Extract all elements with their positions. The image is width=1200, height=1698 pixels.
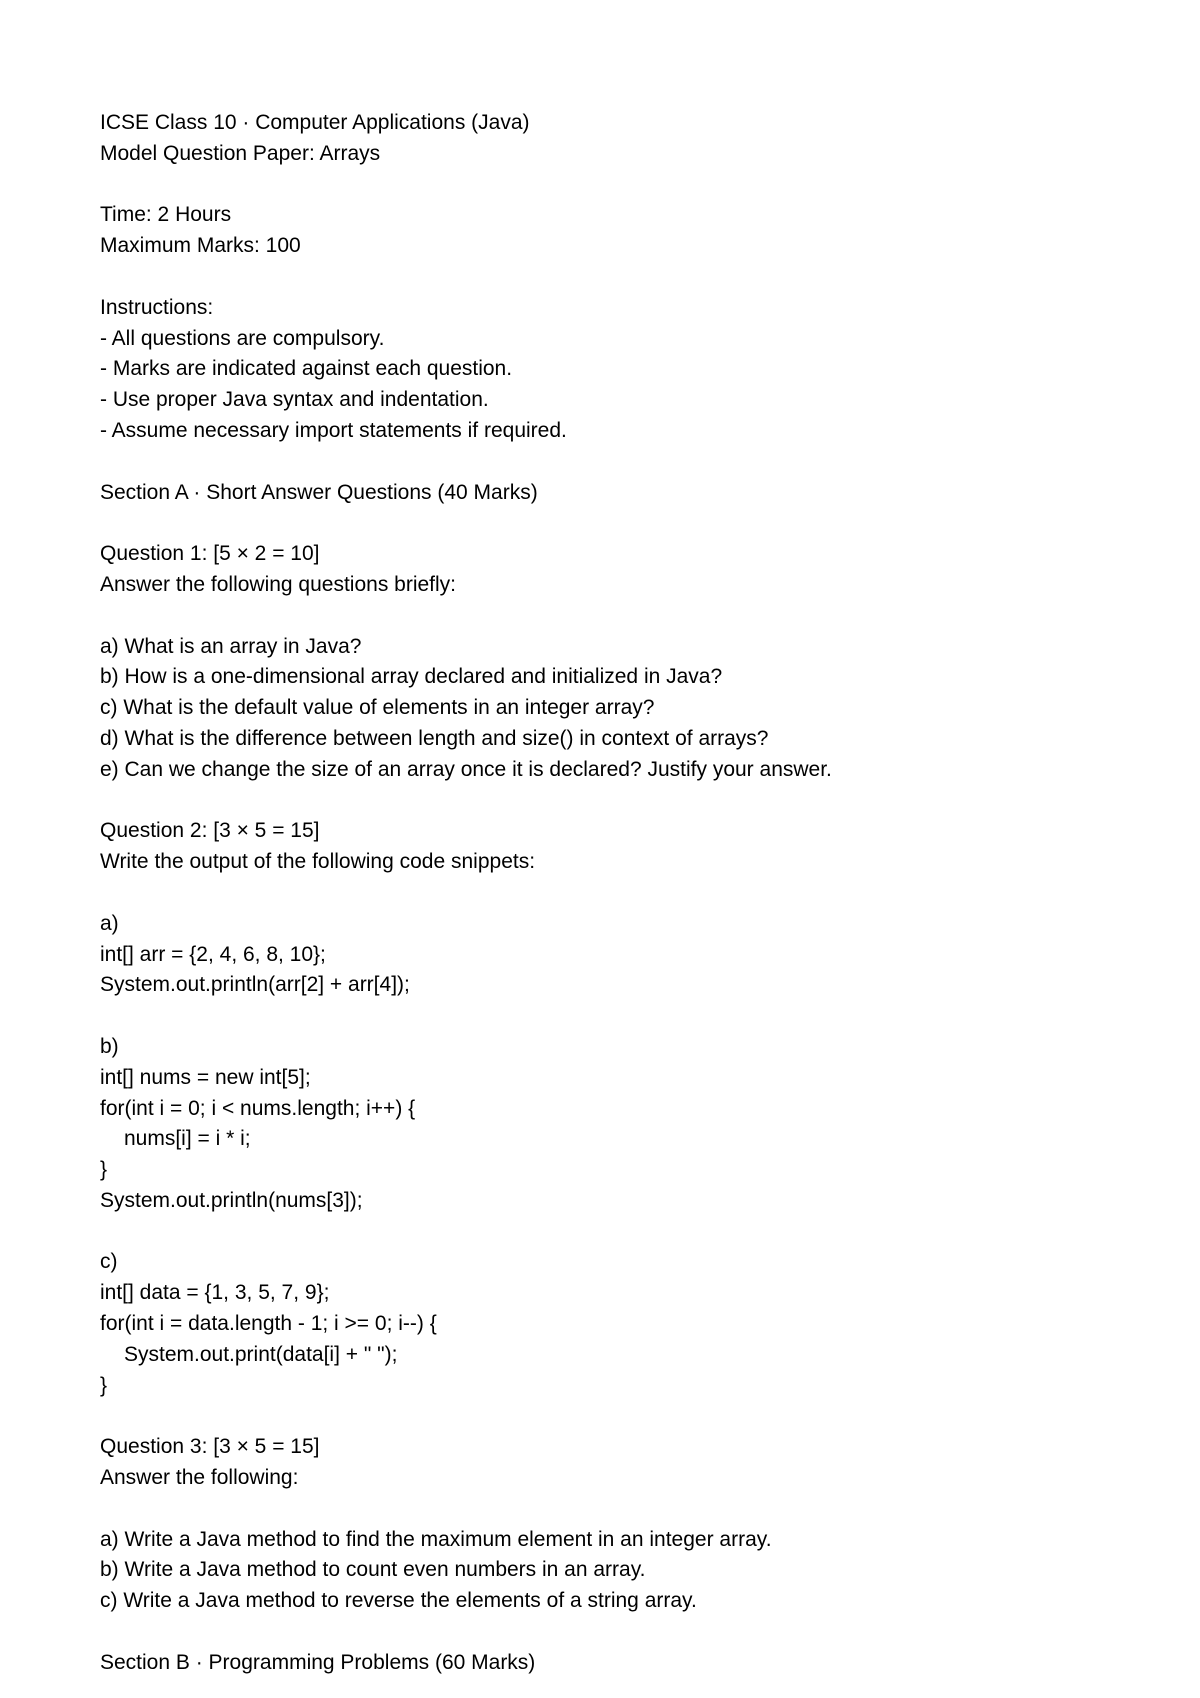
instructions-heading: Instructions: <box>100 295 214 319</box>
question-3 <box>100 1432 1140 1617</box>
section-b-heading: Section B · Programming Problems (60 Marks) <box>100 1650 536 1674</box>
spacer <box>100 508 1140 539</box>
instruction-item: - Assume necessary import statements if required. <box>100 418 567 442</box>
paper-subtitle: Model Question Paper: Arrays <box>100 141 381 165</box>
max-marks-info: Maximum Marks: 100 <box>100 234 301 258</box>
question-3-item: c) Write a Java method to reverse the elements of a string array. <box>100 1589 697 1613</box>
code-line: } <box>100 1158 108 1182</box>
code-line: for(int i = data.length - 1; i >= 0; i--) { <box>100 1312 437 1336</box>
question-paper-page <box>100 108 1140 1679</box>
code-line: } <box>100 1373 108 1397</box>
question-2 <box>100 816 1140 1401</box>
question-1-title: Question 1: [5 × 2 = 10] <box>100 542 320 566</box>
question-1 <box>100 539 1140 785</box>
question-1-item: b) How is a one-dimensional array declared and initialized in Java? <box>100 665 723 689</box>
code-line: System.out.println(arr[2] + arr[4]); <box>100 973 410 997</box>
time-info: Time: 2 Hours <box>100 203 232 227</box>
question-1-item: e) Can we change the size of an array once it is declared? Justify your answer. <box>100 757 832 781</box>
spacer <box>100 878 1140 909</box>
section-a-heading: Section A · Short Answer Questions (40 Marks) <box>100 480 538 504</box>
spacer <box>100 447 1140 478</box>
code-line: for(int i = 0; i < nums.length; i++) { <box>100 1096 416 1120</box>
snippet-c-label: c) <box>100 1250 118 1274</box>
question-1-prompt: Answer the following questions briefly: <box>100 572 457 596</box>
code-line: int[] data = {1, 3, 5, 7, 9}; <box>100 1281 330 1305</box>
instruction-item: - Use proper Java syntax and indentation. <box>100 388 489 412</box>
instruction-item: - Marks are indicated against each question. <box>100 357 513 381</box>
spacer <box>100 262 1140 293</box>
question-2-prompt: Write the output of the following code snippets: <box>100 850 536 874</box>
question-2-title: Question 2: [3 × 5 = 15] <box>100 819 320 843</box>
question-1-item: d) What is the difference between length and size() in context of arrays? <box>100 726 769 750</box>
spacer <box>100 786 1140 817</box>
instructions-block <box>100 293 1140 447</box>
instruction-item: - All questions are compulsory. <box>100 326 385 350</box>
snippet-a-label: a) <box>100 911 119 935</box>
code-line: nums[i] = i * i; <box>124 1127 251 1151</box>
code-line: System.out.print(data[i] + " "); <box>124 1342 398 1366</box>
snippet-b-label: b) <box>100 1034 119 1058</box>
spacer <box>100 1401 1140 1432</box>
question-3-item: b) Write a Java method to count even numbers in an array. <box>100 1558 646 1582</box>
spacer <box>100 1217 1140 1248</box>
code-line: int[] arr = {2, 4, 6, 8, 10}; <box>100 942 326 966</box>
spacer <box>100 1001 1140 1032</box>
code-line: System.out.println(nums[3]); <box>100 1188 363 1212</box>
question-1-item: a) What is an array in Java? <box>100 634 362 658</box>
spacer <box>100 601 1140 632</box>
question-3-item: a) Write a Java method to find the maximum element in an integer array. <box>100 1527 772 1551</box>
code-line: int[] nums = new int[5]; <box>100 1065 311 1089</box>
spacer <box>100 1494 1140 1525</box>
paper-title: ICSE Class 10 · Computer Applications (Java) <box>100 111 530 134</box>
question-3-title: Question 3: [3 × 5 = 15] <box>100 1435 320 1459</box>
spacer <box>100 1617 1140 1648</box>
question-3-prompt: Answer the following: <box>100 1466 299 1490</box>
question-1-item: c) What is the default value of elements in an integer array? <box>100 696 655 720</box>
spacer <box>100 170 1140 201</box>
